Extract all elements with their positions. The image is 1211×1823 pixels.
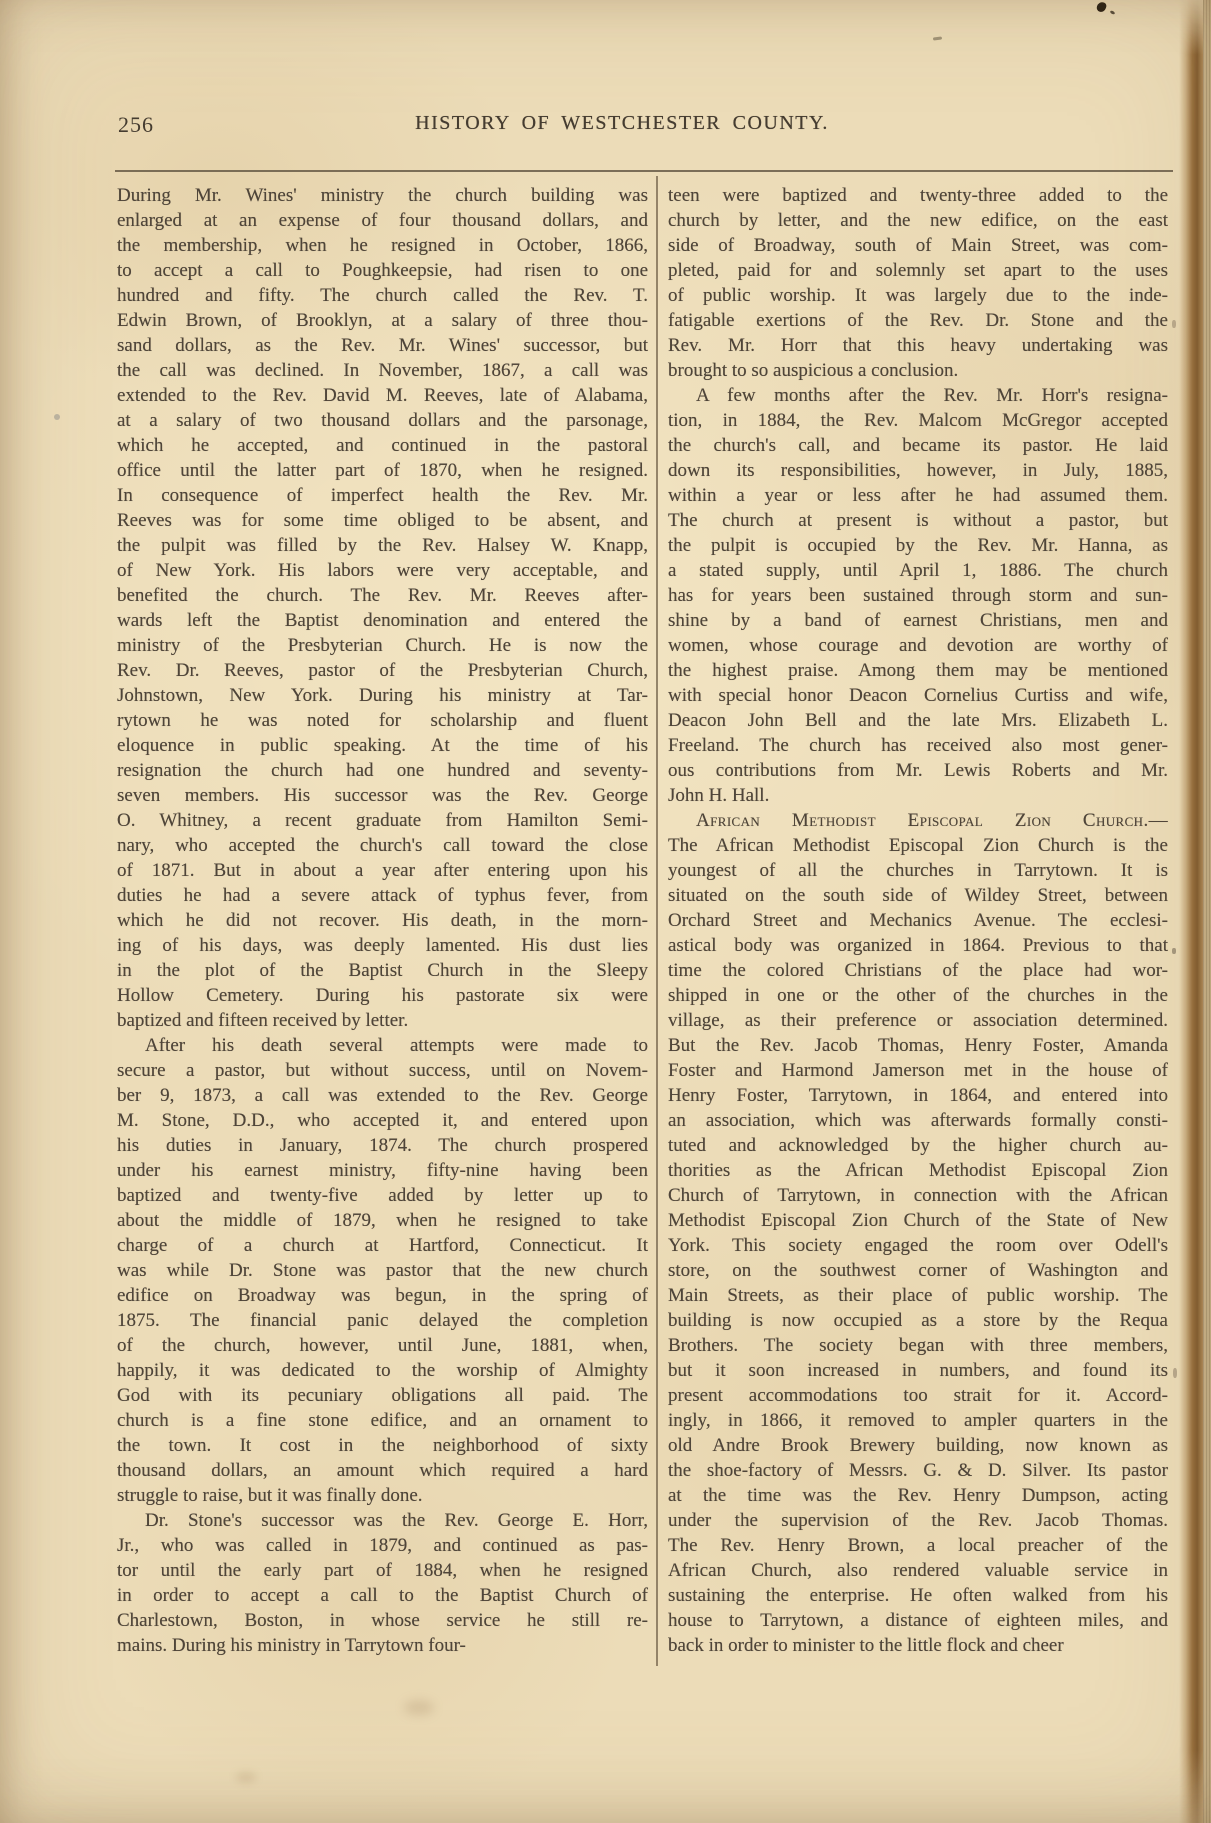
text-line: eloquence in public speaking. At the time of his xyxy=(117,735,648,756)
text-line: to accept a call to Poughkeepsie, had risen to one xyxy=(117,260,648,281)
text-line: The African Methodist Episcopal Zion Church is the xyxy=(668,835,1168,856)
text-line: church by letter, and the new edifice, on the east xyxy=(668,210,1168,231)
text-line: at the time was the Rev. Henry Dumpson, acting xyxy=(668,1485,1168,1506)
text-line: back in order to minister to the little flock and cheer xyxy=(668,1635,1064,1656)
text-line: house to Tarrytown, a distance of eighteen miles, and xyxy=(668,1610,1168,1631)
text-line: Main Streets, as their place of public worship. The xyxy=(668,1285,1168,1306)
text-line: nary, who accepted the church's call toward the close xyxy=(117,835,648,856)
text-line: thorities as the African Methodist Episcopal Zion xyxy=(668,1160,1168,1181)
text-line: Methodist Episcopal Zion Church of the State of New xyxy=(668,1210,1168,1231)
adjacent-page-edge xyxy=(1203,0,1211,1823)
text-line: The church at present is without a pastor, but xyxy=(668,510,1168,531)
text-line: his duties in January, 1874. The church prospered xyxy=(117,1135,648,1156)
page-title: HISTORY OF WESTCHESTER COUNTY. xyxy=(415,112,829,134)
ink-speck xyxy=(1096,1,1108,13)
text-line: Charlestown, Boston, in whose service he still re- xyxy=(117,1610,648,1631)
text-line: O. Whitney, a recent graduate from Hamilton Semi- xyxy=(117,810,648,831)
text-line: under his earnest ministry, fifty-nine having been xyxy=(117,1160,648,1181)
text-line: mains. During his ministry in Tarrytown four- xyxy=(117,1635,466,1656)
text-line: ous contributions from Mr. Lewis Roberts and Mr. xyxy=(668,760,1168,781)
text-column-right xyxy=(668,183,1168,1658)
text-line: in the plot of the Baptist Church in the Sleepy xyxy=(117,960,648,981)
text-line: the membership, when he resigned in October, 1866, xyxy=(117,235,648,256)
text-line: was while Dr. Stone was pastor that the new church xyxy=(117,1260,648,1281)
scan-artifact-mark xyxy=(1173,1368,1177,1378)
text-line: old Andre Brook Brewery building, now known as xyxy=(668,1435,1168,1456)
text-line: time the colored Christians of the place had wor- xyxy=(668,960,1168,981)
text-line: church is a fine stone edifice, and an ornament to xyxy=(117,1410,648,1431)
scan-artifact-mark xyxy=(1172,320,1176,328)
text-line: rytown he was noted for scholarship and fluent xyxy=(117,710,648,731)
text-line: wards left the Baptist denomination and entered the xyxy=(117,610,648,631)
text-line: Rev. Mr. Horr that this heavy undertaking was xyxy=(668,335,1168,356)
text-line: a stated supply, until April 1, 1886. The church xyxy=(668,560,1168,581)
text-line: Henry Foster, Tarrytown, in 1864, and entered into xyxy=(668,1085,1168,1106)
text-line: York. This society engaged the room over Odell's xyxy=(668,1235,1168,1256)
text-line: the call was declined. In November, 1867, a call was xyxy=(117,360,648,381)
text-line: the pulpit was filled by the Rev. Halsey W. Knapp, xyxy=(117,535,648,556)
text-line: teen were baptized and twenty-three added to the xyxy=(668,185,1168,206)
text-line: Rev. Dr. Reeves, pastor of the Presbyterian Church, xyxy=(117,660,648,681)
text-line: John H. Hall. xyxy=(668,785,770,806)
text-line: Freeland. The church has received also most gener- xyxy=(668,735,1168,756)
text-line: the pulpit is occupied by the Rev. Mr. Hanna, as xyxy=(668,535,1168,556)
text-line: the church's call, and became its pastor. He laid xyxy=(668,435,1168,456)
text-line: sustaining the enterprise. He often walked from his xyxy=(668,1585,1168,1606)
text-line: thousand dollars, an amount which required a hard xyxy=(117,1460,648,1481)
text-line: present accommodations too strait for it. Accord- xyxy=(668,1385,1168,1406)
text-line: African Methodist Episcopal Zion Church.— xyxy=(696,810,1168,831)
text-line: benefited the church. The Rev. Mr. Reeves after- xyxy=(117,585,648,606)
text-line: ingly, in 1866, it removed to ampler quarters in the xyxy=(668,1410,1168,1431)
text-line: fatigable exertions of the Rev. Dr. Stone and the xyxy=(668,310,1168,331)
text-line: the town. It cost in the neighborhood of sixty xyxy=(117,1435,648,1456)
text-line: sand dollars, as the Rev. Mr. Wines' successor, but xyxy=(117,335,648,356)
text-line: shipped in one or the other of the churches in the xyxy=(668,985,1168,1006)
text-line: of New York. His labors were very acceptable, and xyxy=(117,560,648,581)
text-line: the highest praise. Among them may be mentioned xyxy=(668,660,1168,681)
text-line: of the church, however, until June, 1881, when, xyxy=(117,1335,648,1356)
text-line: God with its pecuniary obligations all paid. The xyxy=(117,1385,648,1406)
text-line: Dr. Stone's successor was the Rev. George E. Horr, xyxy=(145,1510,648,1531)
text-line: Orchard Street and Mechanics Avenue. The ecclesi- xyxy=(668,910,1168,931)
text-line: which he did not recover. His death, in the morn- xyxy=(117,910,648,931)
text-line: has for years been sustained through storm and sun- xyxy=(668,585,1168,606)
text-line: youngest of all the churches in Tarrytown. It is xyxy=(668,860,1168,881)
text-line: After his death several attempts were made to xyxy=(145,1035,648,1056)
text-line: with special honor Deacon Cornelius Curtiss and wife, xyxy=(668,685,1168,706)
text-line: During Mr. Wines' ministry the church building was xyxy=(117,185,648,206)
text-line: tor until the early part of 1884, when he resigned xyxy=(117,1560,648,1581)
text-line: astical body was organized in 1864. Previous to that xyxy=(668,935,1168,956)
text-line: situated on the south side of Wildey Street, between xyxy=(668,885,1168,906)
text-line: of 1871. But in about a year after entering upon his xyxy=(117,860,648,881)
text-line: 1875. The financial panic delayed the completion xyxy=(117,1310,648,1331)
ink-speck xyxy=(1110,10,1116,15)
text-line: baptized and fifteen received by letter. xyxy=(117,1010,409,1031)
text-line: but it soon increased in numbers, and found its xyxy=(668,1360,1168,1381)
text-line: In consequence of imperfect health the Rev. Mr. xyxy=(117,485,648,506)
text-line: charge of a church at Hartford, Connecticut. It xyxy=(117,1235,648,1256)
ink-speck xyxy=(54,414,60,420)
text-line: under the supervision of the Rev. Jacob Thomas. xyxy=(668,1510,1168,1531)
text-line: village, as their preference or association determined. xyxy=(668,1010,1168,1031)
page-binding-edge xyxy=(1179,0,1203,1823)
text-line: Brothers. The society began with three members, xyxy=(668,1335,1168,1356)
text-line: African Church, also rendered valuable service in xyxy=(668,1560,1168,1581)
text-line: seven members. His successor was the Rev. George xyxy=(117,785,648,806)
text-line: hundred and fifty. The church called the Rev. T. xyxy=(117,285,648,306)
text-line: Johnstown, New York. During his ministry at Tar- xyxy=(117,685,648,706)
text-line: side of Broadway, south of Main Street, was com- xyxy=(668,235,1168,256)
text-line: extended to the Rev. David M. Reeves, late of Alabama, xyxy=(117,385,648,406)
text-line: building is now occupied as a store by the Requa xyxy=(668,1310,1168,1331)
text-line: Edwin Brown, of Brooklyn, at a salary of three thou- xyxy=(117,310,648,331)
text-line: store, on the southwest corner of Washington and xyxy=(668,1260,1168,1281)
text-line: struggle to raise, but it was finally done. xyxy=(117,1485,423,1506)
text-line: women, whose courage and devotion are worthy of xyxy=(668,635,1168,656)
text-line: brought to so auspicious a conclusion. xyxy=(668,360,959,381)
page-number: 256 xyxy=(118,112,154,137)
text-line: at a salary of two thousand dollars and the parsonage, xyxy=(117,410,648,431)
text-line: edifice on Broadway was begun, in the spring of xyxy=(117,1285,648,1306)
text-line: tion, in 1884, the Rev. Malcom McGregor accepted xyxy=(668,410,1168,431)
text-line: M. Stone, D.D., who accepted it, and entered upon xyxy=(117,1110,648,1131)
text-line: The Rev. Henry Brown, a local preacher of the xyxy=(668,1535,1168,1556)
paper-smudge xyxy=(404,1700,434,1715)
text-line: the shoe-factory of Messrs. G. & D. Silver. Its pastor xyxy=(668,1460,1168,1481)
text-line: secure a pastor, but without success, until on Novem- xyxy=(117,1060,648,1081)
text-line: Deacon John Bell and the late Mrs. Elizabeth L. xyxy=(668,710,1168,731)
text-line: A few months after the Rev. Mr. Horr's resigna- xyxy=(696,385,1168,406)
text-line: ministry of the Presbyterian Church. He is now the xyxy=(117,635,648,656)
text-line: pleted, paid for and solemnly set apart to the uses xyxy=(668,260,1168,281)
text-line: resignation the church had one hundred and seventy- xyxy=(117,760,648,781)
text-line: Reeves was for some time obliged to be absent, and xyxy=(117,510,648,531)
scan-artifact-mark xyxy=(1172,948,1176,954)
paper-smudge xyxy=(236,1772,256,1783)
text-line: Jr., who was called in 1879, and continued as pas- xyxy=(117,1535,648,1556)
text-line: in order to accept a call to the Baptist Church of xyxy=(117,1585,648,1606)
column-divider-rule xyxy=(656,176,658,1666)
text-line: ing of his days, was deeply lamented. His dust lies xyxy=(117,935,648,956)
text-line: of public worship. It was largely due to the inde- xyxy=(668,285,1168,306)
text-line: within a year or less after he had assumed them. xyxy=(668,485,1168,506)
text-line: ber 9, 1873, a call was extended to the Rev. George xyxy=(117,1085,648,1106)
text-line: happily, it was dedicated to the worship of Almighty xyxy=(117,1360,648,1381)
text-line: tuted and acknowledged by the higher church au- xyxy=(668,1135,1168,1156)
text-line: which he accepted, and continued in the pastoral xyxy=(117,435,648,456)
header-rule xyxy=(115,170,1173,172)
text-line: Foster and Harmond Jamerson met in the house of xyxy=(668,1060,1168,1081)
text-line: duties he had a severe attack of typhus fever, from xyxy=(117,885,648,906)
text-column-left xyxy=(117,183,648,1658)
text-line: Hollow Cemetery. During his pastorate six were xyxy=(117,985,648,1006)
text-line: shine by a band of earnest Christians, men and xyxy=(668,610,1168,631)
text-line: baptized and twenty-five added by letter up to xyxy=(117,1185,648,1206)
text-line: office until the latter part of 1870, when he resigned. xyxy=(117,460,648,481)
text-line: an association, which was afterwards formally consti- xyxy=(668,1110,1168,1131)
text-line: Church of Tarrytown, in connection with the African xyxy=(668,1185,1168,1206)
text-line: enlarged at an expense of four thousand dollars, and xyxy=(117,210,648,231)
text-line: about the middle of 1879, when he resigned to take xyxy=(117,1210,648,1231)
text-line: But the Rev. Jacob Thomas, Henry Foster, Amanda xyxy=(668,1035,1168,1056)
ink-speck xyxy=(933,36,942,40)
text-line: down its responsibilities, however, in July, 1885, xyxy=(668,460,1168,481)
